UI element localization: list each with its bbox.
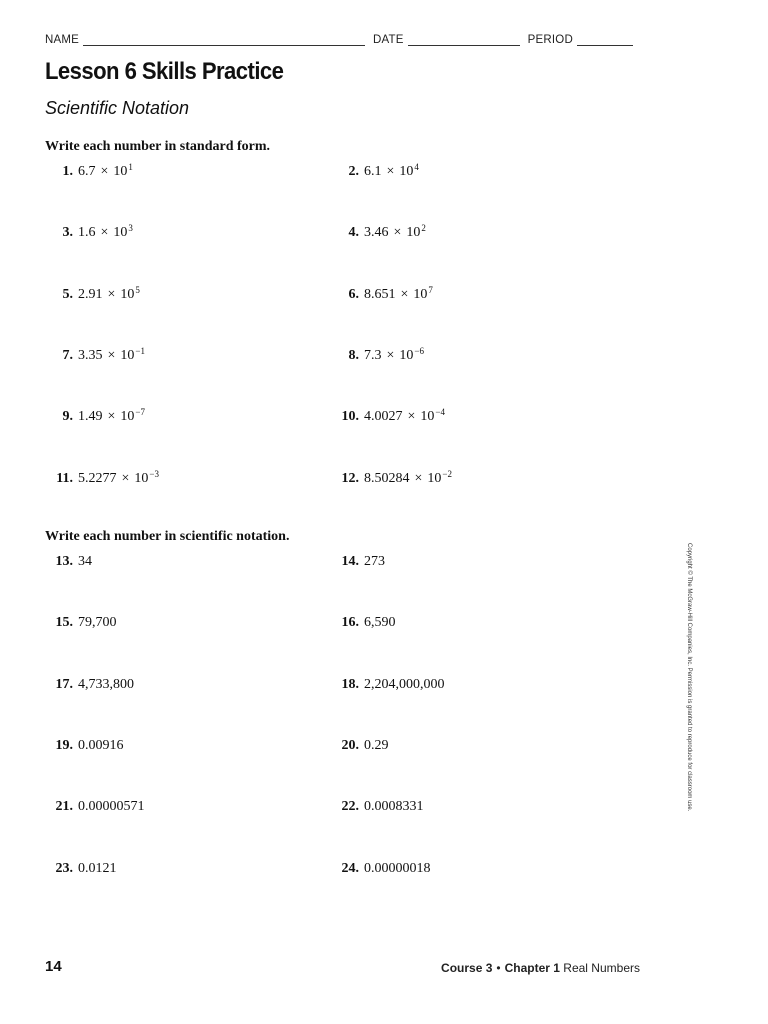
problem-item bbox=[45, 677, 134, 693]
exponent: 1 bbox=[128, 162, 133, 172]
times-symbol: × bbox=[407, 409, 416, 425]
exponent: 7 bbox=[428, 284, 433, 295]
problem-number: 21 . bbox=[45, 799, 73, 815]
power-base: 10 bbox=[134, 470, 149, 486]
exponent: −1 bbox=[135, 345, 145, 356]
problem-value: 79,700 bbox=[78, 615, 117, 631]
times-symbol: × bbox=[121, 470, 130, 486]
times-symbol: × bbox=[393, 225, 402, 241]
problem-value: 2,204,000,000 bbox=[364, 676, 445, 692]
problem-number: 23 . bbox=[45, 861, 73, 877]
problem-coefficient: 8.651 bbox=[364, 286, 396, 302]
date-label: DATE bbox=[373, 34, 404, 46]
exponent: −4 bbox=[435, 407, 445, 418]
problem-coefficient: 2.91 bbox=[78, 286, 103, 302]
problem-number: 2 . bbox=[331, 164, 359, 180]
problem-number: 13 . bbox=[45, 554, 73, 570]
power-base: 10 bbox=[413, 286, 428, 302]
problem-value: 273 bbox=[364, 554, 385, 569]
problem-item bbox=[331, 799, 424, 815]
problem-number: 10 . bbox=[331, 409, 359, 425]
problem-value: 34 bbox=[78, 554, 92, 569]
problem-number: 9 . bbox=[45, 409, 73, 425]
problem-item bbox=[45, 861, 117, 877]
problem-number: 22 . bbox=[331, 799, 359, 815]
times-symbol: × bbox=[386, 164, 395, 179]
problem-number: 18 . bbox=[331, 677, 359, 693]
exponent: 2 bbox=[421, 223, 426, 234]
period-label: PERIOD bbox=[527, 34, 573, 46]
footer-course-info bbox=[441, 961, 640, 975]
problem-number: 5 . bbox=[45, 287, 73, 303]
exponent: 5 bbox=[135, 284, 140, 295]
name-blank bbox=[83, 34, 365, 46]
power-base: 10 bbox=[113, 225, 128, 241]
problem-coefficient: 6.7 bbox=[78, 164, 96, 179]
problem-item bbox=[331, 409, 445, 425]
problem-number: 8 . bbox=[331, 348, 359, 364]
problem-number: 12 . bbox=[331, 471, 359, 487]
problem-number: 15 . bbox=[45, 615, 73, 631]
problem-item bbox=[45, 284, 140, 303]
problem-item bbox=[331, 677, 445, 693]
problem-value: 0.00000018 bbox=[364, 860, 431, 876]
problem-item bbox=[331, 345, 424, 364]
problem-number: 3 . bbox=[45, 225, 73, 241]
times-symbol: × bbox=[107, 409, 116, 425]
exponent: −6 bbox=[414, 345, 424, 356]
problem-item bbox=[331, 861, 431, 877]
problem-item bbox=[45, 615, 117, 631]
problem-coefficient: 1.6 bbox=[78, 225, 96, 241]
problem-value: 0.0008331 bbox=[364, 799, 424, 815]
problem-value: 0.00000571 bbox=[78, 799, 145, 815]
problem-item bbox=[331, 554, 385, 570]
problem-number: 6 . bbox=[331, 287, 359, 303]
date-blank bbox=[408, 34, 520, 46]
problem-item bbox=[331, 468, 452, 487]
problem-number: 24 . bbox=[331, 861, 359, 877]
copyright-notice: Copyright © The McGraw-Hill Companies, Inc. Permission is granted to reproduce for classroom use. bbox=[686, 543, 692, 812]
problem-number: 1 . bbox=[45, 164, 73, 180]
times-symbol: × bbox=[414, 470, 423, 486]
power-base: 10 bbox=[120, 409, 135, 425]
problem-value: 6,590 bbox=[364, 615, 396, 631]
footer-chapter: Chapter 1 bbox=[504, 961, 560, 975]
power-base: 10 bbox=[399, 347, 414, 363]
student-info-line bbox=[45, 34, 641, 46]
problem-item bbox=[331, 284, 433, 303]
name-label: NAME bbox=[45, 34, 80, 46]
problem-item bbox=[331, 738, 389, 754]
power-base: 10 bbox=[399, 164, 414, 179]
problem-item bbox=[331, 164, 419, 180]
problem-item bbox=[331, 225, 426, 241]
problem-number: 4 . bbox=[331, 225, 359, 241]
problem-value: 0.0121 bbox=[78, 860, 117, 876]
problem-item bbox=[45, 468, 159, 487]
exponent: −3 bbox=[149, 468, 159, 479]
exponent: −2 bbox=[442, 468, 452, 479]
exponent: −7 bbox=[135, 407, 145, 418]
problem-number: 16 . bbox=[331, 615, 359, 631]
power-base: 10 bbox=[427, 470, 442, 486]
power-base: 10 bbox=[120, 286, 135, 302]
problem-value: 4,733,800 bbox=[78, 676, 134, 692]
problem-number: 20 . bbox=[331, 738, 359, 754]
page-subtitle: Scientific Notation bbox=[45, 98, 190, 118]
power-base: 10 bbox=[420, 409, 435, 425]
problem-value: 0.00916 bbox=[78, 737, 124, 753]
problem-coefficient: 7.3 bbox=[364, 347, 382, 363]
problem-number: 11 . bbox=[45, 471, 73, 487]
exponent: 4 bbox=[414, 162, 419, 172]
problem-coefficient: 5.2277 bbox=[78, 470, 117, 486]
section-instruction-scientific-notation: Write each number in scientific notation. bbox=[45, 529, 290, 544]
section-instruction-standard-form: Write each number in standard form. bbox=[45, 139, 271, 154]
exponent: 3 bbox=[128, 223, 133, 234]
problem-coefficient: 6.1 bbox=[364, 164, 382, 179]
problem-number: 17 . bbox=[45, 677, 73, 693]
times-symbol: × bbox=[386, 347, 395, 363]
problem-coefficient: 8.50284 bbox=[364, 470, 410, 486]
times-symbol: × bbox=[100, 225, 109, 241]
problem-number: 7 . bbox=[45, 348, 73, 364]
problem-item bbox=[45, 409, 145, 425]
power-base: 10 bbox=[120, 347, 135, 363]
times-symbol: × bbox=[107, 286, 116, 302]
problem-item bbox=[45, 799, 145, 815]
power-base: 10 bbox=[406, 225, 421, 241]
footer-course: Course 3 bbox=[441, 961, 493, 975]
problem-coefficient: 3.46 bbox=[364, 225, 389, 241]
problem-coefficient: 4.0027 bbox=[364, 409, 403, 425]
problem-item bbox=[45, 554, 92, 570]
footer-bullet: • bbox=[496, 961, 501, 975]
times-symbol: × bbox=[400, 286, 409, 302]
power-base: 10 bbox=[113, 164, 128, 179]
footer-chapter-title: Real Numbers bbox=[563, 961, 640, 975]
problem-item bbox=[45, 345, 145, 364]
problem-value: 0.29 bbox=[364, 737, 389, 753]
problem-coefficient: 3.35 bbox=[78, 347, 103, 363]
problem-item bbox=[331, 615, 396, 631]
times-symbol: × bbox=[100, 164, 109, 179]
problem-item bbox=[45, 225, 133, 241]
problem-number: 19 . bbox=[45, 738, 73, 754]
page-title: Lesson 6 Skills Practice bbox=[45, 58, 284, 85]
period-blank bbox=[577, 34, 633, 46]
problem-coefficient: 1.49 bbox=[78, 409, 103, 425]
problem-item bbox=[45, 164, 133, 180]
problem-number: 14 . bbox=[331, 554, 359, 570]
times-symbol: × bbox=[107, 347, 116, 363]
page-number: 14 bbox=[45, 958, 62, 975]
problem-item bbox=[45, 738, 124, 754]
